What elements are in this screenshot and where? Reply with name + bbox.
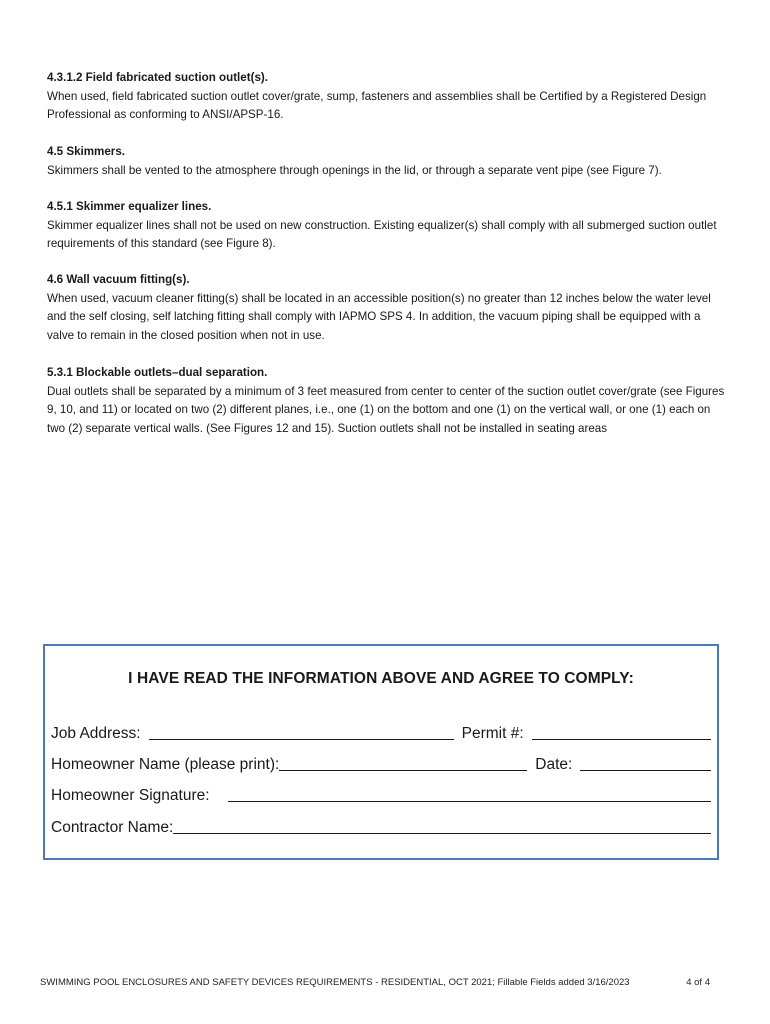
date-label: Date: bbox=[535, 756, 573, 773]
section-heading: 4.5 Skimmers. bbox=[47, 145, 125, 158]
section-body: When used, vacuum cleaner fitting(s) shall be located in an accessible position(s) no greater than 12 inches below the water level and the self closing, self latching fitting shall comply with IAPMO SPS 4. In addition, the vacuum piping shall be equipped with a valve to remain in the closed position when not in use. bbox=[47, 291, 711, 342]
section-5-3-1 bbox=[47, 364, 727, 438]
section-4-5-1 bbox=[47, 198, 727, 254]
job-address-field[interactable] bbox=[149, 723, 454, 740]
section-body: When used, field fabricated suction outlet cover/grate, sump, fasteners and assemblies shall be Certified by a Registered Design Professional as conforming to ANSI/APSP-16. bbox=[47, 89, 707, 121]
contractor-name-row bbox=[51, 815, 711, 837]
agreement-title: I HAVE READ THE INFORMATION ABOVE AND AGREE TO COMPLY: bbox=[128, 670, 634, 687]
permit-field[interactable] bbox=[532, 723, 711, 740]
section-body: Dual outlets shall be separated by a minimum of 3 feet measured from center to center of the suction outlet cover/grate (see Figures 9, 10, and 11) or located on two (2) different planes, i.e., one (1) on the bottom and one (1) on the vertical wall, or one (1) each on two (2) separate vertical walls. (See Figures 12 and 15). Suction outlets shall not be installed in seating areas bbox=[47, 384, 725, 435]
section-body: Skimmers shall be vented to the atmosphere through openings in the lid, or through a separate vent pipe (see Figure 7). bbox=[47, 163, 662, 177]
homeowner-signature-label: Homeowner Signature: bbox=[51, 787, 210, 804]
page-footer bbox=[40, 977, 710, 988]
contractor-name-label: Contractor Name: bbox=[51, 819, 174, 836]
section-heading: 4.3.1.2 Field fabricated suction outlet(s). bbox=[47, 71, 268, 84]
homeowner-name-label: Homeowner Name (please print): bbox=[51, 756, 280, 773]
section-4-3-1-2 bbox=[47, 69, 727, 125]
date-field[interactable] bbox=[580, 754, 711, 771]
homeowner-signature-row bbox=[51, 783, 711, 805]
homeowner-name-field[interactable] bbox=[279, 754, 527, 771]
section-heading: 4.5.1 Skimmer equalizer lines. bbox=[47, 200, 212, 213]
section-4-6 bbox=[47, 271, 727, 345]
job-address-row bbox=[51, 721, 711, 743]
section-heading: 5.3.1 Blockable outlets–dual separation. bbox=[47, 366, 268, 379]
section-heading: 4.6 Wall vacuum fitting(s). bbox=[47, 273, 190, 286]
homeowner-name-row bbox=[51, 752, 711, 774]
page-number: 4 of 4 bbox=[686, 977, 710, 988]
agreement-box bbox=[43, 644, 719, 860]
job-address-label: Job Address: bbox=[51, 725, 141, 742]
homeowner-signature-field[interactable] bbox=[228, 785, 711, 802]
permit-label: Permit #: bbox=[461, 725, 524, 742]
contractor-name-field[interactable] bbox=[173, 817, 711, 834]
footer-text: SWIMMING POOL ENCLOSURES AND SAFETY DEVICES REQUIREMENTS - RESIDENTIAL, OCT 2021; Fillable Fields added 3/16/2023 bbox=[40, 977, 630, 988]
section-4-5 bbox=[47, 143, 727, 180]
section-body: Skimmer equalizer lines shall not be used on new construction. Existing equalizer(s) shall comply with all submerged suction outlet requirements of this standard (see Figure 8). bbox=[47, 218, 717, 250]
